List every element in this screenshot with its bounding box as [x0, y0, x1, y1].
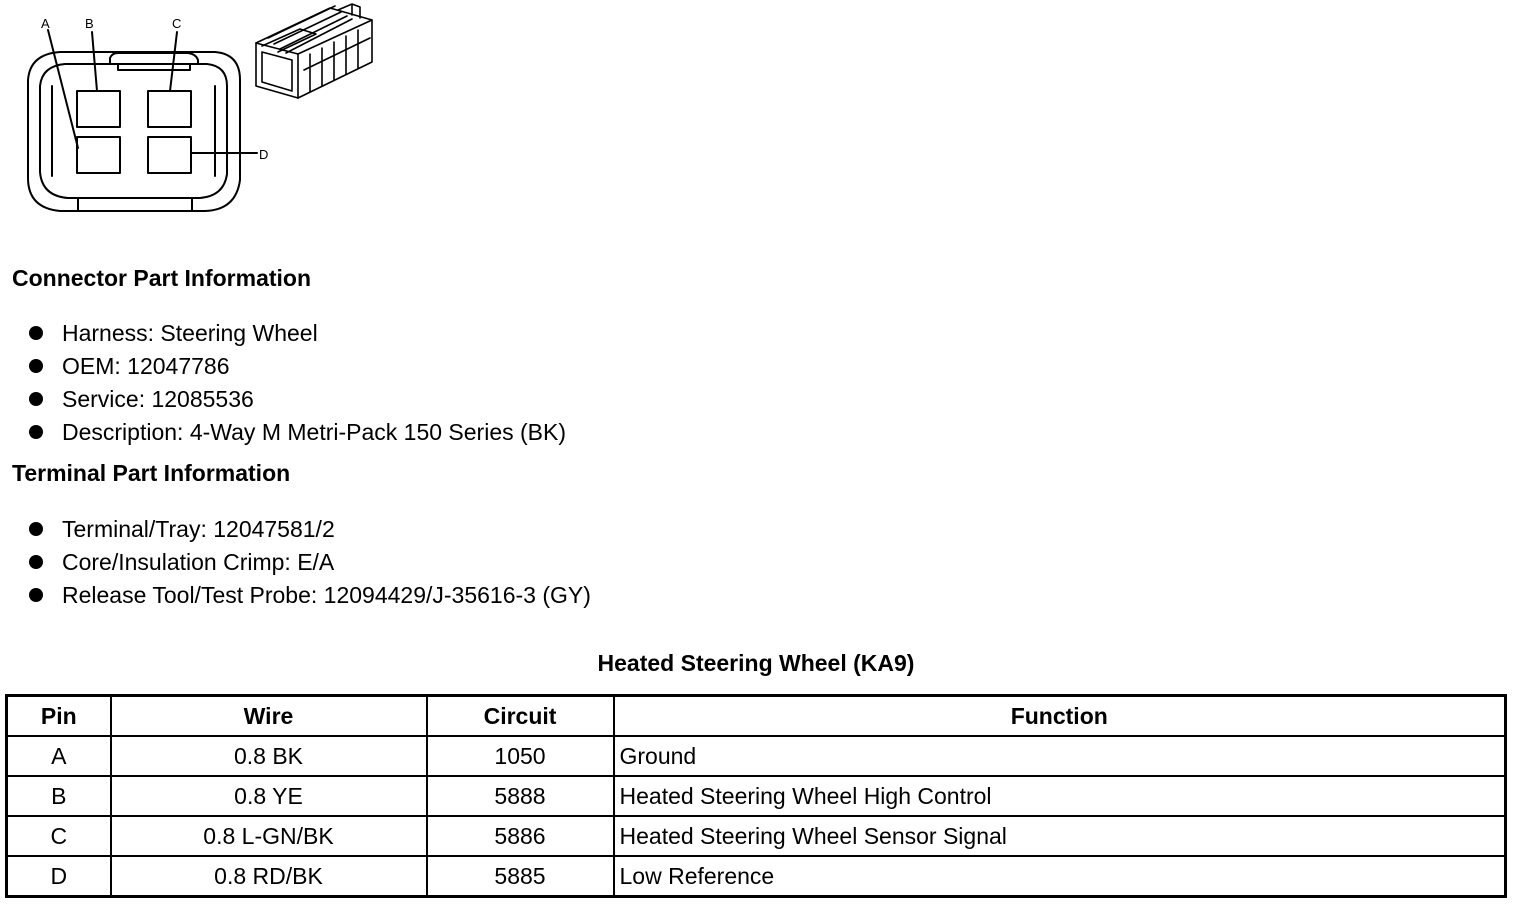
- list-item: [28, 514, 591, 547]
- column-header-circuit: Circuit: [427, 696, 614, 737]
- circuit-cell: 5888: [427, 776, 614, 816]
- wire-cell: 0.8 BK: [111, 736, 427, 776]
- table-row: [7, 736, 1506, 776]
- cavity-c: [148, 91, 191, 127]
- list-item: [28, 417, 566, 450]
- wire-cell: 0.8 YE: [111, 776, 427, 816]
- bullet-icon: [29, 425, 43, 439]
- list-item-text: Release Tool/Test Probe: 12094429/J-35616-3 (GY): [62, 582, 591, 608]
- connector-part-information-heading: Connector Part Information: [12, 265, 312, 291]
- pin-label-b: B: [85, 16, 94, 31]
- bullet-icon: [29, 359, 43, 373]
- function-cell: Heated Steering Wheel High Control: [614, 776, 1506, 816]
- connector-diagram: [0, 0, 380, 225]
- circuit-cell: 5886: [427, 816, 614, 856]
- wire-cell: 0.8 L-GN/BK: [111, 816, 427, 856]
- pin-label-d: D: [259, 147, 269, 162]
- list-item: [28, 318, 566, 351]
- pin-cell: A: [7, 736, 111, 776]
- circuit-cell: 1050: [427, 736, 614, 776]
- list-item: [28, 547, 591, 580]
- terminal-part-information-list: [28, 514, 591, 613]
- connector-part-information-list: [28, 318, 566, 450]
- table-row: [7, 776, 1506, 816]
- bullet-icon: [29, 522, 43, 536]
- list-item-text: Service: 12085536: [62, 386, 254, 412]
- pin-cell: C: [7, 816, 111, 856]
- wire-cell: 0.8 RD/BK: [111, 856, 427, 897]
- circuit-cell: 5885: [427, 856, 614, 897]
- list-item-text: Description: 4-Way M Metri-Pack 150 Series (BK): [62, 419, 567, 445]
- list-item: [28, 580, 591, 613]
- cavity-b: [77, 91, 120, 127]
- function-cell: Low Reference: [614, 856, 1506, 897]
- column-header-function: Function: [614, 696, 1506, 737]
- list-item: [28, 351, 566, 384]
- list-item: [28, 384, 566, 417]
- bullet-icon: [29, 588, 43, 602]
- column-header-wire: Wire: [111, 696, 427, 737]
- bullet-icon: [29, 555, 43, 569]
- pin-label-a: A: [41, 16, 50, 31]
- list-item-text: Harness: Steering Wheel: [62, 320, 318, 346]
- bullet-icon: [29, 326, 43, 340]
- pin-table-title: Heated Steering Wheel (KA9): [597, 650, 915, 676]
- pin-cell: B: [7, 776, 111, 816]
- list-item-text: Core/Insulation Crimp: E/A: [62, 549, 335, 575]
- terminal-part-information-heading: Terminal Part Information: [12, 460, 291, 486]
- table-row: [7, 816, 1506, 856]
- cavity-d: [148, 137, 191, 173]
- column-header-pin: Pin: [7, 696, 111, 737]
- list-item-text: OEM: 12047786: [62, 353, 230, 379]
- pin-cell: D: [7, 856, 111, 897]
- table-row: [7, 856, 1506, 897]
- connector-face-view: [28, 30, 257, 211]
- pin-label-c: C: [172, 16, 182, 31]
- function-cell: Ground: [614, 736, 1506, 776]
- pin-table: [5, 694, 1507, 898]
- list-item-text: Terminal/Tray: 12047581/2: [62, 516, 335, 542]
- function-cell: Heated Steering Wheel Sensor Signal: [614, 816, 1506, 856]
- connector-isometric-view: [256, 4, 372, 98]
- table-header-row: [7, 696, 1506, 737]
- bullet-icon: [29, 392, 43, 406]
- cavity-a: [77, 137, 120, 173]
